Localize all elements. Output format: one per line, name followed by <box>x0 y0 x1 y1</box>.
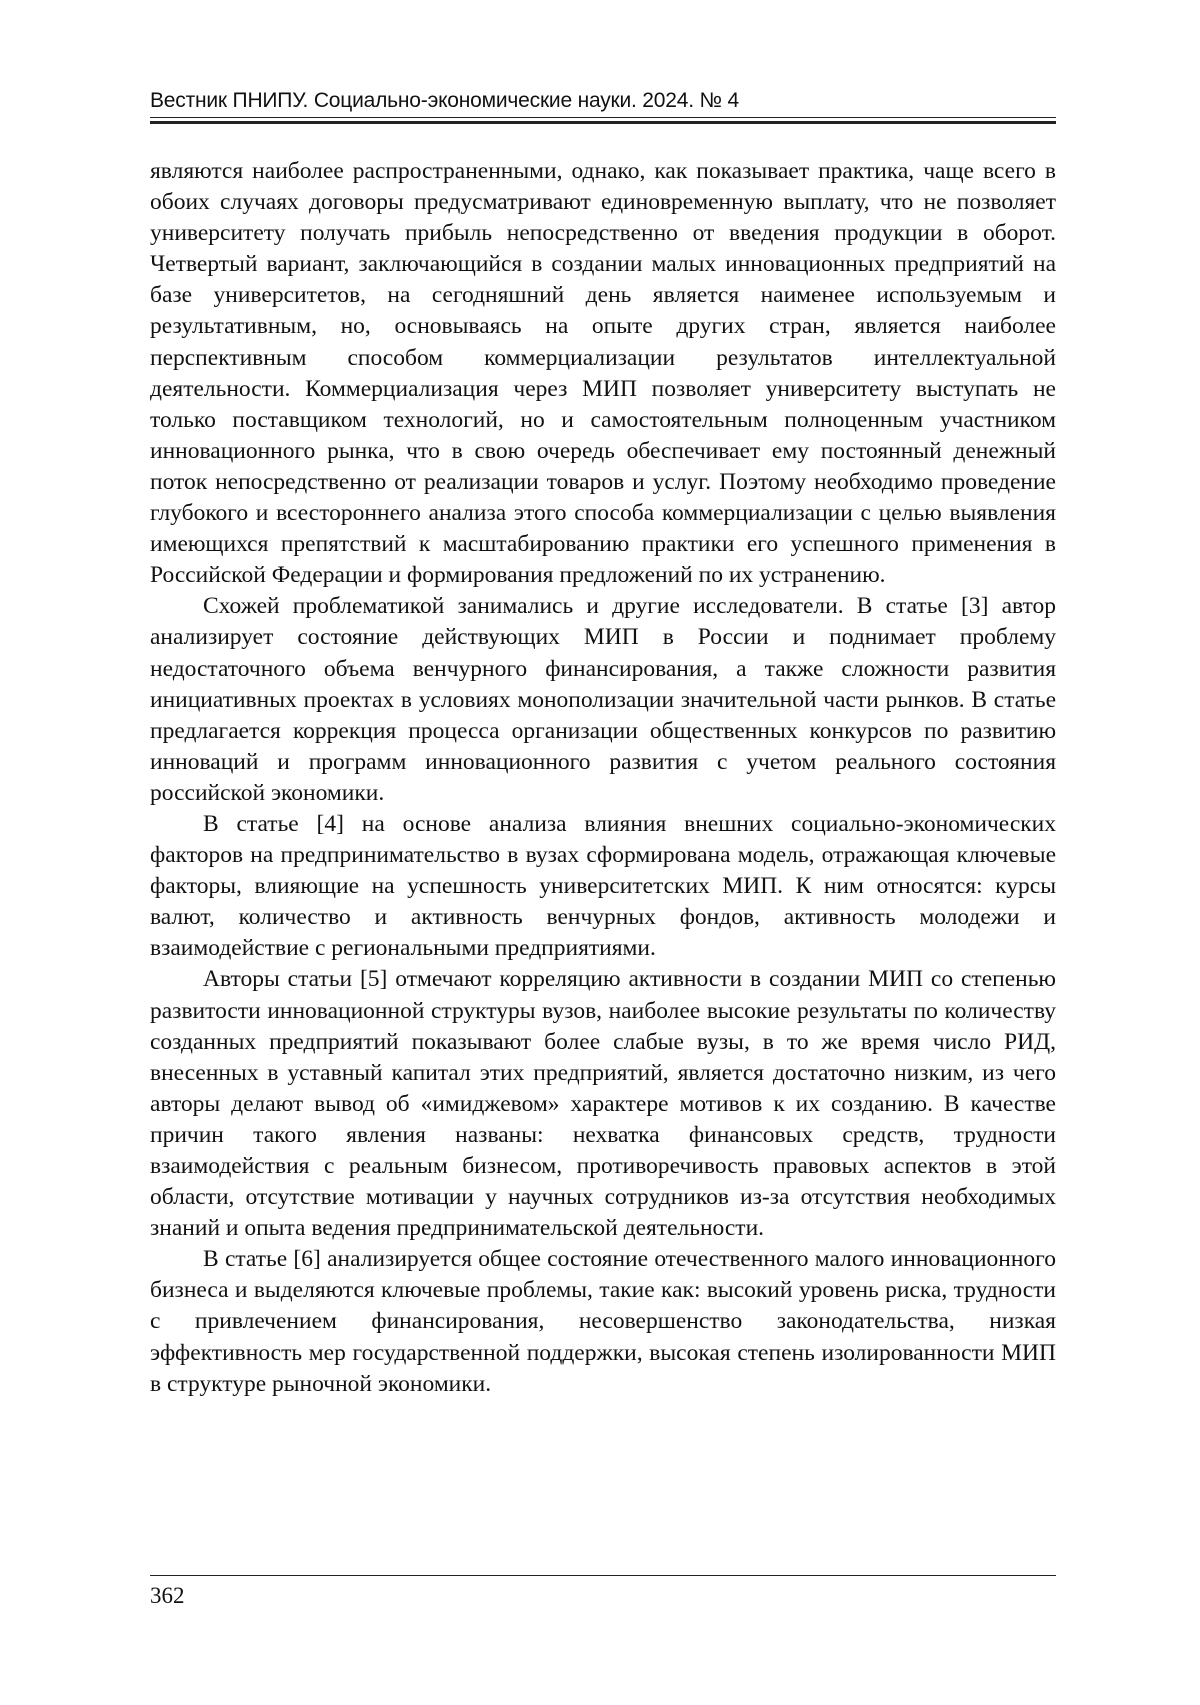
article-body <box>150 156 1056 1400</box>
paragraph-continued: являются наиболее распространенными, однако, как показывает практика, чаще всего в обоих случаях договоры предусматривают единовременную выплату, что не позволяет университету получать прибыль непосредственно от введения продукции в оборот. Четвертый вариант, заключающийся в создании малых ин­новационных предприятий на базе университетов, на сегодняшний день явля­ется наименее используемым и результативным, но, основываясь на опыте дру­гих стран, является наиболее перспективным способом коммерциализации ре­зультатов интеллектуальной деятельности. Коммерциализация через МИП позволяет университету выступать не только поставщиком технологий, но и са­мостоятельным полноценным участником инновационного рынка, что в свою очередь обеспечивает ему постоянный денежный поток непосредственно от ре­ализации товаров и услуг. Поэтому необходимо проведение глубокого и всесто­роннего анализа этого способа коммерциализации с целью выявления имею­щихся препятствий к масштабированию практики его успешного применения в Российской Федерации и формирования предложений по их устранению. <box>150 156 1056 591</box>
header-double-rule <box>150 117 1056 124</box>
paragraph: В статье [6] анализируется общее состояние отечественного малого инно­вационного бизнеса и выделяются ключевые проблемы, такие как: высокий уро­вень риска, трудности с привлечением финансирования, несовершенство зако­нодательства, низкая эффективность мер государственной поддержки, высокая степень изолированности МИП в структуре рыночной экономики. <box>150 1244 1056 1399</box>
page-number: 362 <box>150 1582 185 1610</box>
journal-page <box>150 0 1056 1705</box>
footer-rule <box>150 1575 1056 1576</box>
running-head: Вестник ПНИПУ. Социально-экономические науки. 2024. № 4 <box>150 88 1056 114</box>
paragraph: Авторы статьи [5] отмечают корреляцию активности в создании МИП со степенью развитости инновационной структуры вузов, наиболее высокие ре­зультаты по количеству созданных предприятий показывают более слабые вузы, в то же время число РИД, внесенных в уставный капитал этих предприя­тий, является достаточно низким, из чего авторы делают вывод об «имиджевом» характере мотивов к их созданию. В качестве причин такого явления названы: нехватка финансовых средств, трудности взаимодействия с реальным бизнесом, противоречивость правовых аспектов в этой области, отсутствие мотивации у научных сотрудников из-за отсутствия необходимых знаний и опыта ведения предпринимательской деятельности. <box>150 964 1056 1244</box>
paragraph: В статье [4] на основе анализа влияния внешних социально-экономических факторов на предпринимательство в вузах сформирована модель, отражающая ключевые факторы, влияющие на успешность университетских МИП. К ним от­носятся: курсы валют, количество и активность венчурных фондов, активность молодежи и взаимодействие с региональными предприятиями. <box>150 809 1056 964</box>
paragraph: Схожей проблематикой занимались и другие исследователи. В статье [3] автор анализирует состояние действующих МИП в России и поднимает про­блему недостаточного объема венчурного финансирования, а также сложности развития инициативных проектах в условиях монополизации значительной ча­сти рынков. В статье предлагается коррекция процесса организации обществен­ных конкурсов по развитию инноваций и программ инновационного развития с учетом реального состояния российской экономики. <box>150 591 1056 809</box>
